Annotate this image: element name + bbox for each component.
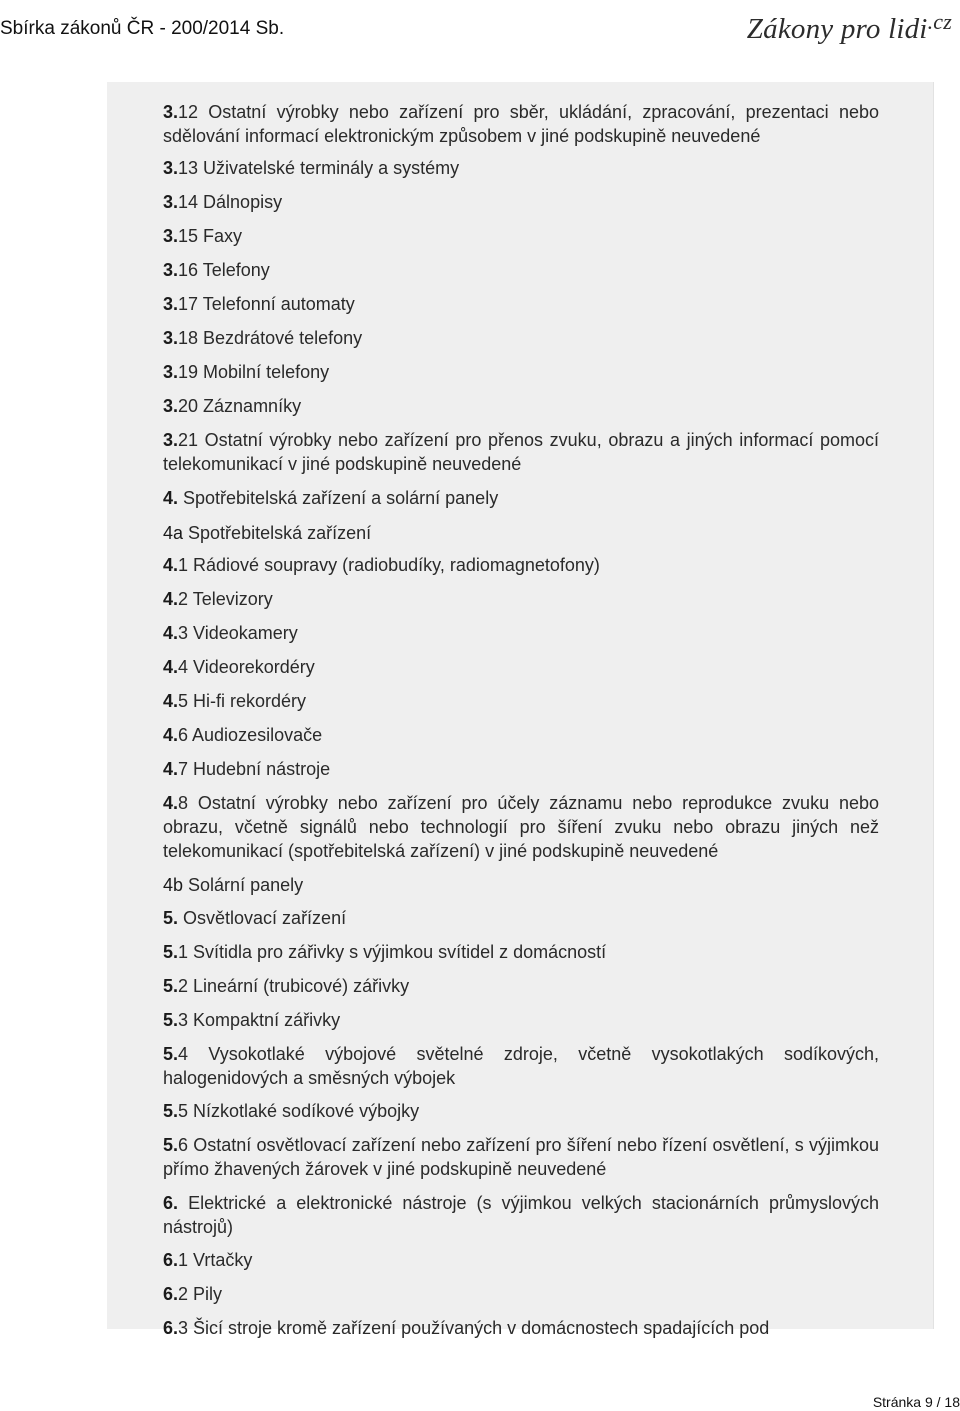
list-item bbox=[163, 156, 879, 180]
item-number: 3. bbox=[163, 396, 179, 416]
item-number: 4. bbox=[163, 623, 179, 643]
item-text: 4 Videorekordéry bbox=[178, 657, 315, 677]
item-number: 3. bbox=[163, 192, 179, 212]
document-title: Sbírka zákonů ČR - 200/2014 Sb. bbox=[0, 18, 285, 39]
list-item bbox=[163, 394, 879, 418]
list-item bbox=[163, 258, 879, 282]
list-item bbox=[163, 190, 879, 214]
item-text: 5 Nízkotlaké sodíkové výbojky bbox=[178, 1101, 420, 1121]
item-number: 6. bbox=[163, 1318, 179, 1338]
site-logo[interactable] bbox=[747, 4, 952, 47]
item-text: 12 Ostatní výrobky nebo zařízení pro sběr, ukládání, zpracování, prezentaci nebo sdělování informací elektronickým způsobem v jiné podskupině neuvedené bbox=[163, 102, 879, 146]
item-text: 7 Hudební nástroje bbox=[178, 759, 331, 779]
item-number: 5. bbox=[163, 1044, 179, 1064]
item-text: Osvětlovací zařízení bbox=[178, 908, 347, 928]
item-number: 3. bbox=[163, 226, 179, 246]
list-item bbox=[163, 326, 879, 350]
item-text: 21 Ostatní výrobky nebo zařízení pro přenos zvuku, obrazu a jiných informací pomocí telekomunikací v jiné podskupině neuvedené bbox=[163, 430, 879, 474]
item-number: 4. bbox=[163, 759, 179, 779]
item-number: 4. bbox=[163, 488, 179, 508]
item-text: 1 Rádiové soupravy (radiobudíky, radiomagnetofony) bbox=[178, 555, 600, 575]
list-item bbox=[163, 553, 879, 577]
item-text: 3 Kompaktní zářivky bbox=[178, 1010, 341, 1030]
item-text: 16 Telefony bbox=[178, 260, 270, 280]
list-item bbox=[163, 224, 879, 248]
list-item bbox=[163, 360, 879, 384]
item-text: Solární panely bbox=[183, 875, 304, 895]
list-item bbox=[163, 1248, 879, 1272]
item-text: 3 Videokamery bbox=[178, 623, 298, 643]
item-number: 4. bbox=[163, 793, 179, 813]
item-text: 6 Audiozesilovače bbox=[178, 725, 323, 745]
item-number: 3. bbox=[163, 294, 179, 314]
item-text: 2 Lineární (trubicové) zářivky bbox=[178, 976, 410, 996]
list-item bbox=[163, 1042, 879, 1090]
list-item bbox=[163, 723, 879, 747]
item-number: 3. bbox=[163, 328, 179, 348]
list-item bbox=[163, 100, 879, 148]
item-text: 19 Mobilní telefony bbox=[178, 362, 330, 382]
list-item bbox=[163, 906, 879, 930]
item-number: 4. bbox=[163, 589, 179, 609]
item-number: 6. bbox=[163, 1250, 179, 1270]
list-item bbox=[163, 873, 879, 897]
item-number: 6. bbox=[163, 1284, 179, 1304]
list-item bbox=[163, 1008, 879, 1032]
item-number: 4b bbox=[163, 875, 184, 895]
item-number: 3. bbox=[163, 158, 179, 178]
item-text: 14 Dálnopisy bbox=[178, 192, 283, 212]
list-item bbox=[163, 655, 879, 679]
item-text: 2 Televizory bbox=[178, 589, 273, 609]
list-item bbox=[163, 292, 879, 316]
list-item bbox=[163, 1316, 879, 1340]
item-text: 5 Hi-fi rekordéry bbox=[178, 691, 307, 711]
list-item bbox=[163, 689, 879, 713]
item-text: Elektrické a elektronické nástroje (s výjimkou velkých stacionárních průmyslových nástrojů) bbox=[163, 1193, 879, 1237]
item-text: 4 Vysokotlaké výbojové světelné zdroje, včetně vysokotlakých sodíkových, halogenidových a směsných výbojek bbox=[163, 1044, 879, 1088]
item-text: Spotřebitelská zařízení bbox=[183, 523, 372, 543]
item-number: 5. bbox=[163, 1135, 179, 1155]
list-item bbox=[163, 1191, 879, 1239]
item-text: 1 Vrtačky bbox=[178, 1250, 253, 1270]
list-item bbox=[163, 1133, 879, 1181]
item-number: 6. bbox=[163, 1193, 179, 1213]
list-item bbox=[163, 1282, 879, 1306]
list-item bbox=[163, 791, 879, 863]
item-number: 3. bbox=[163, 362, 179, 382]
logo-tld: .cz bbox=[927, 9, 952, 34]
item-number: 5. bbox=[163, 1101, 179, 1121]
item-text: Spotřebitelská zařízení a solární panely bbox=[178, 488, 499, 508]
item-number: 4. bbox=[163, 725, 179, 745]
item-number: 3. bbox=[163, 102, 179, 122]
item-text: 8 Ostatní výrobky nebo zařízení pro účely záznamu nebo reprodukce zvuku nebo obrazu, včetně signálů nebo technologií pro šíření zvuku nebo obrazu jiných než telekomunikací (spotřebitelská zařízení) v jiné podskupině neuvedené bbox=[163, 793, 879, 861]
item-text: 17 Telefonní automaty bbox=[178, 294, 355, 314]
item-number: 3. bbox=[163, 430, 179, 450]
item-number: 4. bbox=[163, 657, 179, 677]
item-text: 2 Pily bbox=[178, 1284, 223, 1304]
list-item bbox=[163, 486, 879, 510]
item-number: 5. bbox=[163, 942, 179, 962]
item-number: 5. bbox=[163, 1010, 179, 1030]
logo-text: Zákony pro lidi bbox=[746, 13, 928, 45]
list-item bbox=[163, 621, 879, 645]
item-number: 5. bbox=[163, 976, 179, 996]
item-number: 5. bbox=[163, 908, 179, 928]
list-item bbox=[163, 521, 879, 545]
item-text: 18 Bezdrátové telefony bbox=[178, 328, 363, 348]
item-text: 15 Faxy bbox=[178, 226, 243, 246]
item-number: 4a bbox=[163, 523, 184, 543]
document-body bbox=[163, 90, 879, 1340]
list-item bbox=[163, 1099, 879, 1123]
list-item bbox=[163, 757, 879, 781]
item-number: 4. bbox=[163, 691, 179, 711]
page-number: Stránka 9 / 18 bbox=[872, 1394, 960, 1410]
list-item bbox=[163, 587, 879, 611]
item-text: 6 Ostatní osvětlovací zařízení nebo zařízení pro šíření nebo řízení osvětlení, s výjimkou přímo žhavených žárovek v jiné podskupině neuvedené bbox=[163, 1135, 879, 1179]
list-item bbox=[163, 940, 879, 964]
item-number: 3. bbox=[163, 260, 179, 280]
list-item bbox=[163, 974, 879, 998]
item-text: 13 Uživatelské terminály a systémy bbox=[178, 158, 460, 178]
item-number: 4. bbox=[163, 555, 179, 575]
item-text: 1 Svítidla pro zářivky s výjimkou svítidel z domácností bbox=[178, 942, 607, 962]
list-item bbox=[163, 428, 879, 476]
item-text: 3 Šicí stroje kromě zařízení používaných v domácnostech spadajících pod bbox=[178, 1318, 770, 1338]
item-text: 20 Záznamníky bbox=[178, 396, 302, 416]
